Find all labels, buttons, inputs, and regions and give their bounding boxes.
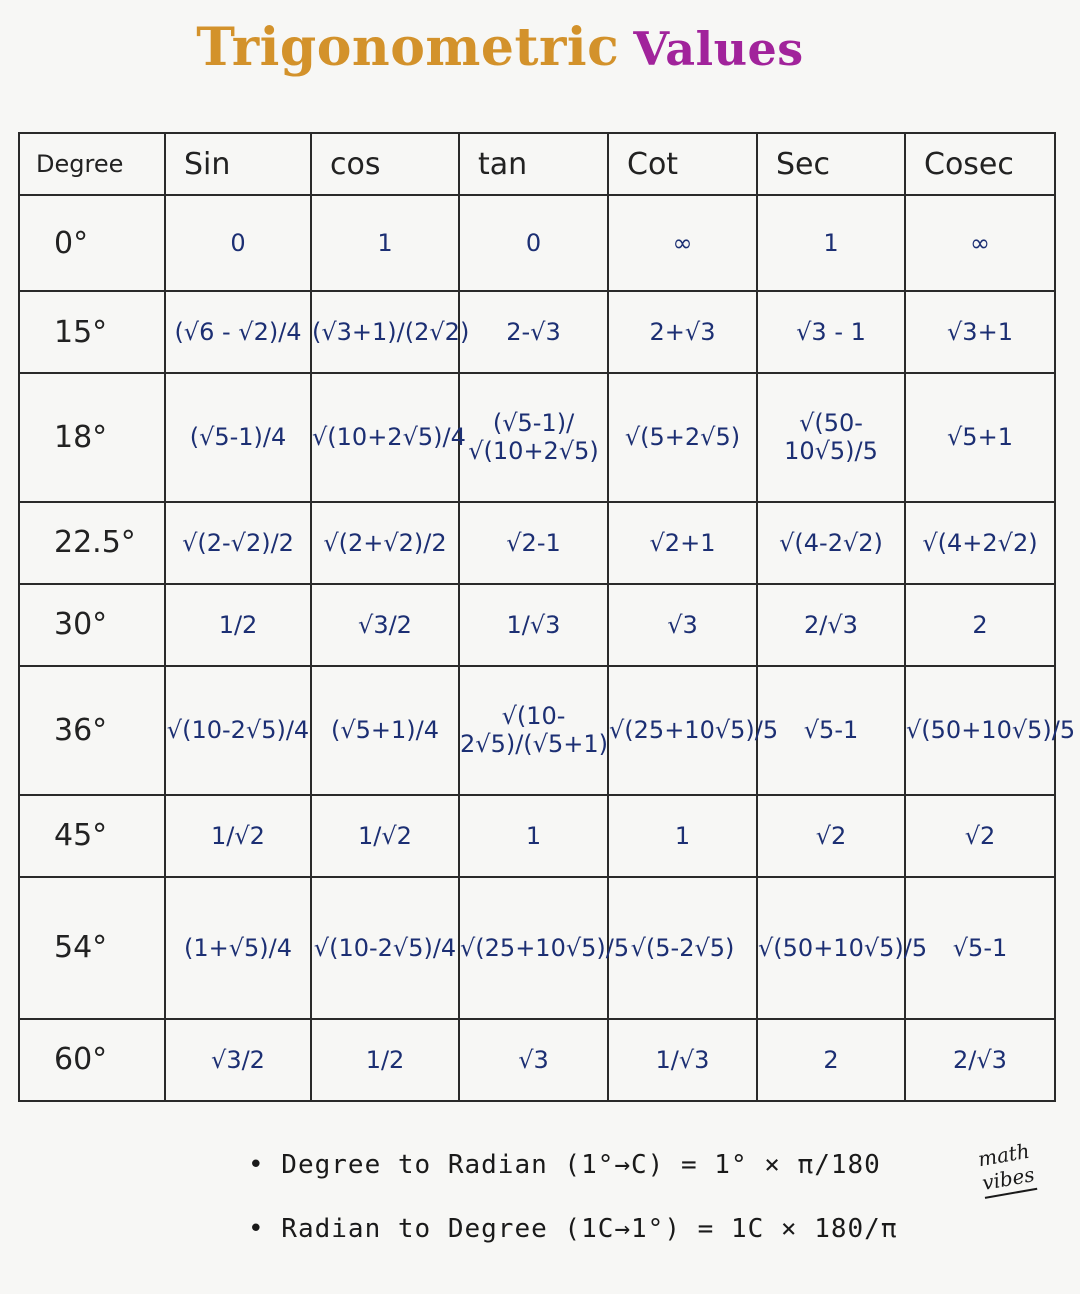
sin-cell: √(2-√2)/2 — [165, 502, 311, 584]
header-cot: Cot — [608, 133, 757, 195]
cos-cell: (√3+1)/(2√2) — [311, 291, 459, 373]
tan-cell: √(25+10√5)/5 — [459, 877, 608, 1019]
sec-cell: 2 — [757, 1019, 905, 1101]
cot-cell: √(25+10√5)/5 — [608, 666, 757, 795]
sec-cell: √(50+10√5)/5 — [757, 877, 905, 1019]
header-cos: cos — [311, 133, 459, 195]
header-cosec: Cosec — [905, 133, 1055, 195]
cot-cell: 1 — [608, 795, 757, 877]
sin-cell: (√6 - √2)/4 — [165, 291, 311, 373]
title-part-1: Trigonometric — [196, 17, 620, 78]
sec-cell: √3 - 1 — [757, 291, 905, 373]
logo-line-2: vibes — [980, 1162, 1037, 1199]
cot-cell: √3 — [608, 584, 757, 666]
degree-cell: 18° — [19, 373, 165, 502]
cos-cell: √(10+2√5)/4 — [311, 373, 459, 502]
degree-cell: 36° — [19, 666, 165, 795]
cosec-cell: √5-1 — [905, 877, 1055, 1019]
sec-cell: √5-1 — [757, 666, 905, 795]
cosec-cell: √5+1 — [905, 373, 1055, 502]
cot-cell: √(5+2√5) — [608, 373, 757, 502]
tan-cell: √(10-2√5)/(√5+1) — [459, 666, 608, 795]
cot-cell: 1/√3 — [608, 1019, 757, 1101]
table-row — [19, 795, 1055, 877]
degree-cell: 0° — [19, 195, 165, 291]
logo-line-1: math — [976, 1138, 1032, 1172]
cos-cell: (√5+1)/4 — [311, 666, 459, 795]
degree-cell: 15° — [19, 291, 165, 373]
title-part-2: Values — [633, 22, 804, 76]
header-degree: Degree — [19, 133, 165, 195]
table-row — [19, 195, 1055, 291]
cosec-cell: √3+1 — [905, 291, 1055, 373]
cos-cell: 1/2 — [311, 1019, 459, 1101]
degree-cell: 30° — [19, 584, 165, 666]
tan-cell: √3 — [459, 1019, 608, 1101]
table-header-row — [19, 133, 1055, 195]
cosec-cell: 2 — [905, 584, 1055, 666]
sin-cell: √3/2 — [165, 1019, 311, 1101]
cot-cell: 2+√3 — [608, 291, 757, 373]
cosec-cell: 2/√3 — [905, 1019, 1055, 1101]
header-tan: tan — [459, 133, 608, 195]
sec-cell: 2/√3 — [757, 584, 905, 666]
cot-cell: √(5-2√5) — [608, 877, 757, 1019]
degree-cell: 54° — [19, 877, 165, 1019]
sec-cell: √(4-2√2) — [757, 502, 905, 584]
sec-cell: √(50-10√5)/5 — [757, 373, 905, 502]
sin-cell: 0 — [165, 195, 311, 291]
sec-cell: 1 — [757, 195, 905, 291]
sin-cell: (√5-1)/4 — [165, 373, 311, 502]
sin-cell: √(10-2√5)/4 — [165, 666, 311, 795]
sec-cell: √2 — [757, 795, 905, 877]
table-row — [19, 502, 1055, 584]
tan-cell: 2-√3 — [459, 291, 608, 373]
cosec-cell: √(4+2√2) — [905, 502, 1055, 584]
sin-cell: 1/√2 — [165, 795, 311, 877]
table-row — [19, 291, 1055, 373]
cos-cell: 1 — [311, 195, 459, 291]
sin-cell: 1/2 — [165, 584, 311, 666]
tan-cell: 1/√3 — [459, 584, 608, 666]
table-row — [19, 584, 1055, 666]
math-vibes-logo — [976, 1133, 1068, 1199]
cos-cell: √(10-2√5)/4 — [311, 877, 459, 1019]
cosec-cell: ∞ — [905, 195, 1055, 291]
degree-cell: 45° — [19, 795, 165, 877]
page-title — [0, 18, 1000, 79]
degree-cell: 22.5° — [19, 502, 165, 584]
tan-cell: (√5-1)/√(10+2√5) — [459, 373, 608, 502]
header-sin: Sin — [165, 133, 311, 195]
radian-to-degree-note: • Radian to Degree (1C→1°) = 1C × 180/π — [248, 1214, 898, 1244]
trig-values-table — [18, 132, 1076, 1102]
table-row — [19, 1019, 1055, 1101]
cosec-cell: √2 — [905, 795, 1055, 877]
degree-to-radian-note: • Degree to Radian (1°→C) = 1° × π/180 — [248, 1150, 881, 1180]
cos-cell: 1/√2 — [311, 795, 459, 877]
degree-cell: 60° — [19, 1019, 165, 1101]
cot-cell: ∞ — [608, 195, 757, 291]
header-sec: Sec — [757, 133, 905, 195]
table-row — [19, 666, 1055, 795]
tan-cell: 0 — [459, 195, 608, 291]
cos-cell: √(2+√2)/2 — [311, 502, 459, 584]
tan-cell: 1 — [459, 795, 608, 877]
cot-cell: √2+1 — [608, 502, 757, 584]
tan-cell: √2-1 — [459, 502, 608, 584]
table-row — [19, 877, 1055, 1019]
cosec-cell: √(50+10√5)/5 — [905, 666, 1055, 795]
table-row — [19, 373, 1055, 502]
cos-cell: √3/2 — [311, 584, 459, 666]
sin-cell: (1+√5)/4 — [165, 877, 311, 1019]
